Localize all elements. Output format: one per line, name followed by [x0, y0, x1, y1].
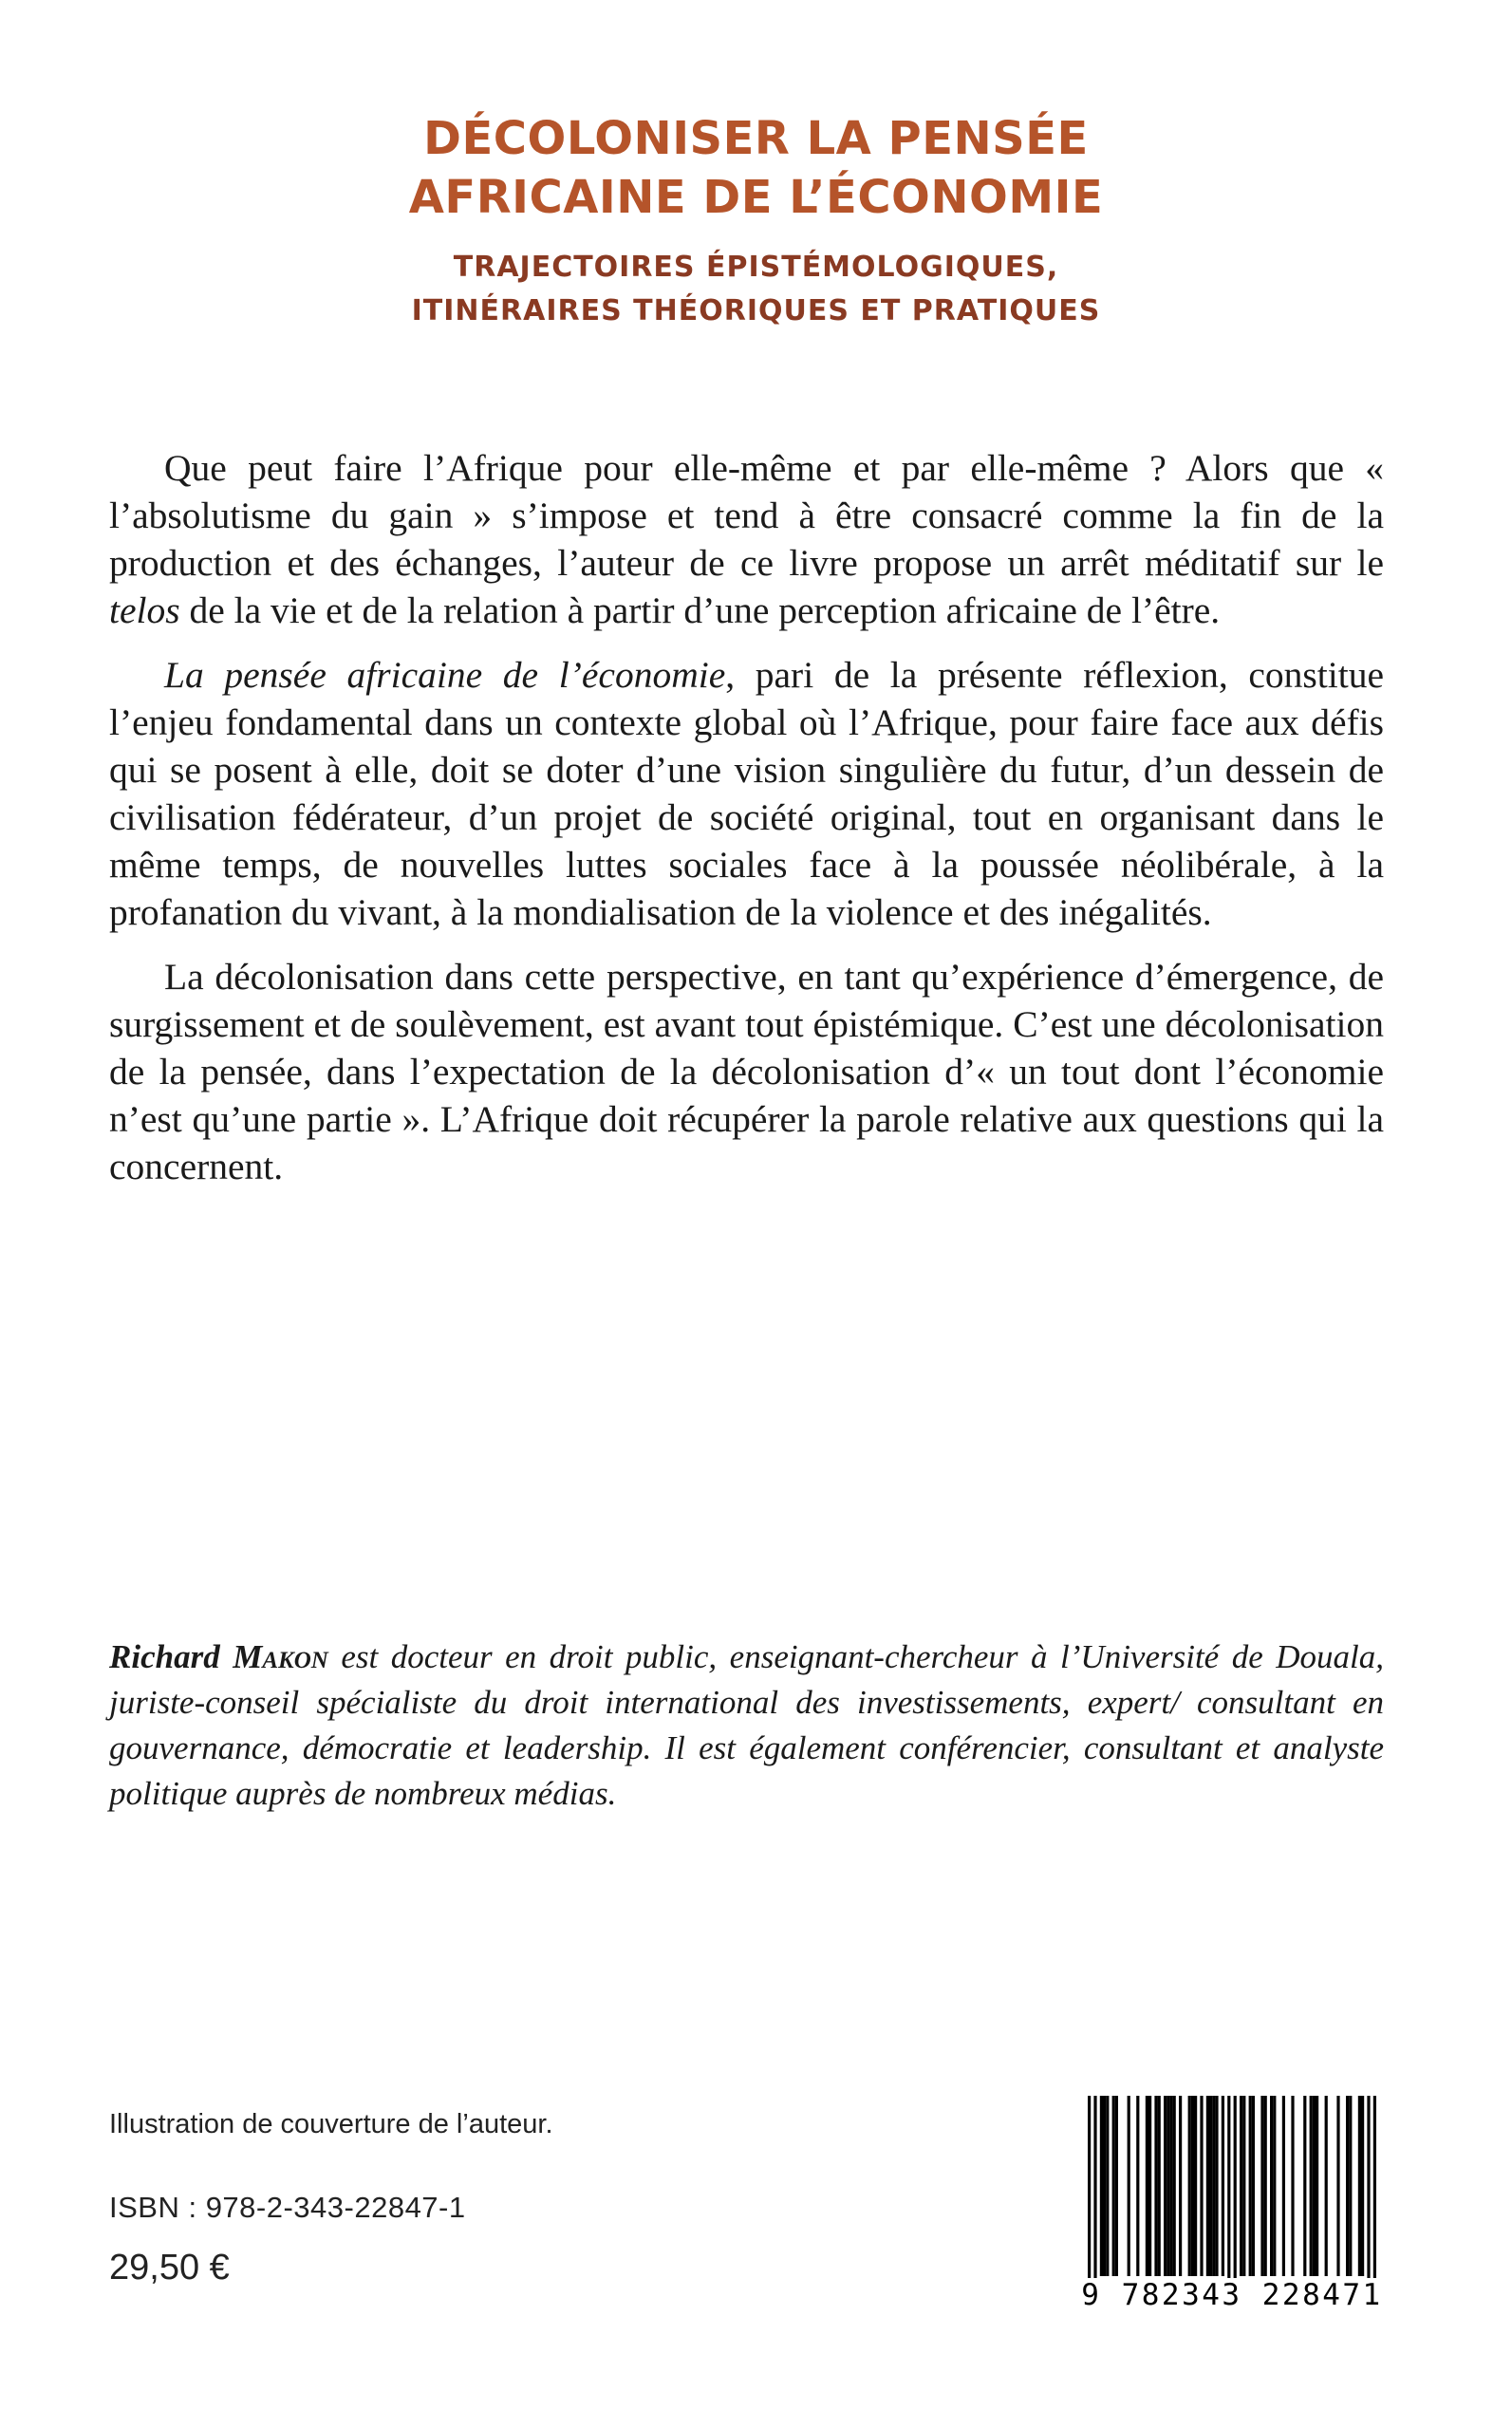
barcode-bar: [1169, 2096, 1172, 2276]
author-bio: [109, 1634, 1384, 1817]
barcode-bar: [1194, 2096, 1197, 2276]
barcode-bar: [1115, 2096, 1118, 2276]
blurb-paragraph-2: [109, 651, 1384, 936]
barcode-bar: [1112, 2096, 1115, 2276]
author-last-name: Makon: [233, 1638, 328, 1675]
p1-text-a: Que peut faire l’Afrique pour elle-même et par elle-même ? Alors que « l’absolutisme du gain » s’impose et tend à être consacré comme la fin de la production et des échanges, l’auteur de ce livre propose un arrêt méditatif sur le: [109, 447, 1384, 584]
barcode-bar: [1173, 2096, 1176, 2276]
barcode-bar: [1325, 2096, 1328, 2276]
p1-italic: telos: [109, 589, 180, 631]
book-title: [0, 109, 1512, 227]
barcode-bar: [1158, 2096, 1161, 2276]
barcode-bar: [1349, 2096, 1352, 2276]
barcode-bar: [1227, 2096, 1230, 2286]
barcode-bar: [1240, 2096, 1242, 2276]
barcode-bar: [1336, 2096, 1339, 2276]
p2-text: , pari de la présente réflexion, constitue l’enjeu fondamental dans un contexte global où l’Afrique, pour faire face aux défis qui se posent à elle, doit se doter d’une vision singulière du futur, d’un dessein de civilisation fédérateur, d’un projet de société original, tout en organisant dans le même temps, de nouvelles luttes sociales face à la poussée néolibérale, à la profanation du vivant, à la mondialisation de la violence et des inégalités.: [109, 654, 1384, 933]
barcode-bar: [1103, 2096, 1106, 2276]
barcode-bar: [1100, 2096, 1103, 2276]
barcode-bar: [1242, 2096, 1245, 2276]
barcode-bar: [1260, 2096, 1263, 2276]
barcode-bar: [1373, 2096, 1376, 2286]
book-subtitle: [0, 246, 1512, 333]
barcode-bar: [1179, 2096, 1182, 2276]
barcode-bar: [1093, 2096, 1096, 2286]
barcode-bar: [1206, 2096, 1209, 2276]
barcode-bar: [1136, 2096, 1139, 2276]
subtitle-line-1: TRAJECTOIRES ÉPISTÉMOLOGIQUES,: [453, 251, 1059, 284]
p2-italic: La pensée africaine de l’économie: [164, 654, 726, 696]
barcode-bars: [1061, 2096, 1403, 2286]
barcode-bar: [1106, 2096, 1109, 2276]
barcode-bar: [1164, 2096, 1167, 2276]
barcode-bar: [1313, 2096, 1316, 2276]
barcode-bar: [1264, 2096, 1267, 2276]
barcode-bar: [1167, 2096, 1169, 2276]
barcode-bar: [1191, 2096, 1194, 2276]
barcode-bar: [1188, 2096, 1191, 2276]
title-line-1: DÉCOLONISER LA PENSÉE: [423, 112, 1089, 165]
barcode-bar: [1316, 2096, 1318, 2276]
barcode-bar: [1249, 2096, 1252, 2276]
cover-credit: Illustration de couverture de l’auteur.: [109, 2109, 553, 2139]
barcode-bar: [1234, 2096, 1237, 2286]
barcode-bar: [1252, 2096, 1255, 2276]
barcode-digits: 9 782343 228471: [1061, 2278, 1403, 2312]
subtitle-line-2: ITINÉRAIRES THÉORIQUES ET PRATIQUES: [411, 294, 1101, 327]
price: 29,50 €: [109, 2248, 230, 2288]
barcode-bar: [1200, 2096, 1203, 2276]
author-first-name: Richard: [109, 1638, 220, 1675]
barcode-bar: [1154, 2096, 1157, 2276]
author-bio-text: est docteur en droit public, enseignant-chercheur à l’Université de Douala, juriste-conseil spécialiste du droit international des investissements, expert/ consultant en gouvernance, démocratie et leadership. Il est également conférencier, consultant et analyste politique auprès de nombreux médias.: [109, 1638, 1385, 1812]
barcode-bar: [1128, 2096, 1130, 2276]
barcode-bar: [1310, 2096, 1313, 2276]
barcode-bar: [1346, 2096, 1349, 2276]
barcode-bar: [1273, 2096, 1276, 2276]
barcode-bar: [1291, 2096, 1294, 2276]
barcode-bar: [1358, 2096, 1361, 2276]
barcode-bar: [1088, 2096, 1091, 2286]
barcode-bar: [1148, 2096, 1151, 2276]
p1-text-b: de la vie et de la relation à partir d’une perception africaine de l’être.: [179, 589, 1221, 631]
barcode-bar: [1209, 2096, 1212, 2276]
blurb-paragraph-3: La décolonisation dans cette perspective, en tant qu’expérience d’émergence, de surgissement et de soulèvement, est avant tout épistémique. C’est une décolonisation de la pensée, dans l’expectation de la décolonisation d’« un tout dont l’économie n’est qu’une partie ». L’Afrique doit récupérer la parole relative aux questions qui la concernent.: [109, 956, 1384, 1187]
title-block: [0, 109, 1512, 333]
barcode-bar: [1212, 2096, 1215, 2276]
blurb-paragraph-1: [109, 444, 1384, 634]
isbn: ISBN : 978-2-343-22847-1: [109, 2191, 466, 2224]
barcode-bar: [1303, 2096, 1306, 2276]
barcode-bar: [1367, 2096, 1370, 2286]
barcode: [1061, 2096, 1403, 2314]
barcode-bar: [1361, 2096, 1364, 2276]
blurb: [109, 444, 1384, 1207]
barcode-bar: [1146, 2096, 1148, 2276]
barcode-bar: [1282, 2096, 1285, 2276]
barcode-bar: [1215, 2096, 1218, 2276]
title-line-2: AFRICAINE DE L’ÉCONOMIE: [408, 171, 1104, 224]
barcode-bar: [1222, 2096, 1224, 2276]
barcode-bar: [1270, 2096, 1273, 2276]
